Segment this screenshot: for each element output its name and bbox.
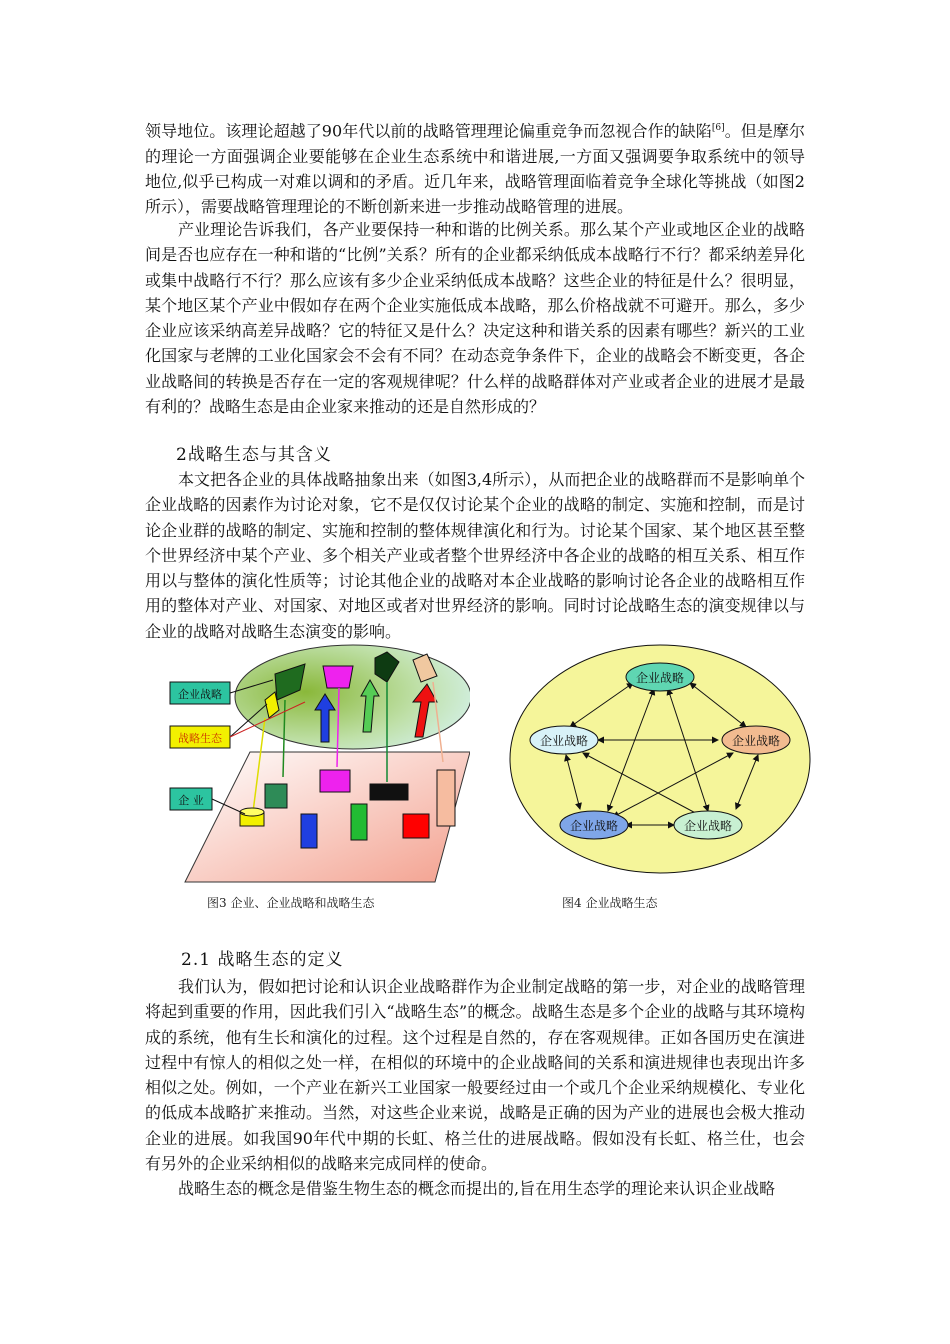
company-peach xyxy=(437,770,455,826)
paragraph-abstraction: 本文把各企业的具体战略抽象出来（如图3,4所示），从而把企业的战略群而不是影响单个企业战略的因素作为讨论对象，它不是仅仅讨论某个企业的战略的制定、实施和控制，而是讨论企业群的战略的制定、实施和控制的整体规律演化和行为。讨论某个国家、某个地区甚至整个世界经济中某个产业、多个相关产业或者整个世界经济中各企业的战略的相互关系、相互作用以与整体的演化性质等；讨论其他企业的战略对本企业战略的影响讨论各企业的战略相互作用的整体对产业、对国家、对地区或者对世界经济的影响。同时讨论战略生态的演变规律以与企业的战略对战略生态演变的影响。 xyxy=(145,470,805,641)
section-heading-2: 2战略生态与其含义 xyxy=(176,445,332,465)
paragraph-industry-theory: 产业理论告诉我们，各产业要保持一种和谐的比例关系。那么某个产业或地区企业的战略间是否也应存在一种和谐的“比例”关系？所有的企业都采纳低成本战略行不行？都采纳差异化或集中战略行不行？那么应该有多少企业采纳低成本战略？这些企业的特征是什么？很明显，某个地区某个产业中假如存在两个企业实施低成本战略，那么价格战就不可避开。那么，多少企业应该采纳高差异战略？它的特征又是什么？决定这种和谐关系的因素有哪些？新兴的工业化国家与老牌的工业化国家会不会有不同？在动态竞争条件下，企业的战略会不断变更，各企业战略间的转换是否存在一定的客观规律呢？什么样的战略群体对产业或者企业的进展才是最有利的？战略生态是由企业家来推动的还是自然形成的？ xyxy=(145,220,805,417)
label-strategy: 企业战略 xyxy=(178,688,222,701)
company-magenta xyxy=(320,770,350,792)
figure-3 xyxy=(165,642,470,887)
label-company: 企 业 xyxy=(178,794,204,807)
strategy-node-left-label: 企业战略 xyxy=(539,734,589,748)
company-teal xyxy=(265,784,287,808)
company-green xyxy=(351,804,367,840)
strategy-node-bottom-left-label: 企业战略 xyxy=(569,819,619,833)
paragraph-intro-text-a: 领导地位。该理论超越了90年代以前的战略管理理论偏重竞争而忽视合作的缺陷 xyxy=(145,121,712,141)
figure-4 xyxy=(508,643,813,875)
strategy-node-right-label: 企业战略 xyxy=(731,734,781,748)
figure-4-caption: 图4 企业战略生态 xyxy=(562,896,658,910)
figure-3-caption: 图3 企业、企业战略和战略生态 xyxy=(207,896,375,910)
section-heading-2-1: 2.1 战略生态的定义 xyxy=(181,950,344,970)
label-ecology: 战略生态 xyxy=(178,732,222,745)
strategy-node-bottom-right-label: 企业战略 xyxy=(683,819,733,833)
paragraph-definition: 我们认为，假如把讨论和认识企业战略群作为企业制定战略的第一步，对企业的战略管理将起到重要的作用，因此我们引入“战略生态”的概念。战略生态是多个企业的战略与其环境构成的系统，他有生长和演化的过程。这个过程是自然的，存在客观规律。正如各国历史在演进过程中有惊人的相似之处一样，在相似的环境中的企业战略间的关系和演进规律也表现出许多相似之处。例如，一个产业在新兴工业国家一般要经过由一个或几个企业采纳规模化、专业化的低成本战略扩来推动。当然，对这些企业来说，战略是正确的因为产业的进展也会极大推动企业的进展。如我国90年代中期的长虹、格兰仕的进展战略。假如没有长虹、格兰仕，也会有另外的企业采纳相似的战略来完成同样的使命。 xyxy=(145,977,805,1174)
company-black xyxy=(370,784,408,800)
strategy-shape-magenta xyxy=(323,666,353,688)
strategy-node-top-label: 企业战略 xyxy=(635,671,685,685)
paragraph-intro-text-b: 。但是摩尔的理论一方面强调企业要能够在企业生态系统中和谐进展,一方面又强调要争取系统中的领导地位,似乎已构成一对难以调和的矛盾。近几年来，战略管理面临着竞争全球化等挑战（如图2所示），需要战略管理理论的不断创新来进一步推动战略管理的进展。 xyxy=(145,121,805,217)
paragraph-intro xyxy=(145,116,805,220)
company-blue xyxy=(301,814,317,848)
paragraph-concept: 战略生态的概念是借鉴生物生态的概念而提出的,旨在用生态学的理论来认识企业战略 xyxy=(178,1179,776,1198)
company-red xyxy=(403,814,429,838)
citation-ref: [6] xyxy=(711,123,725,133)
